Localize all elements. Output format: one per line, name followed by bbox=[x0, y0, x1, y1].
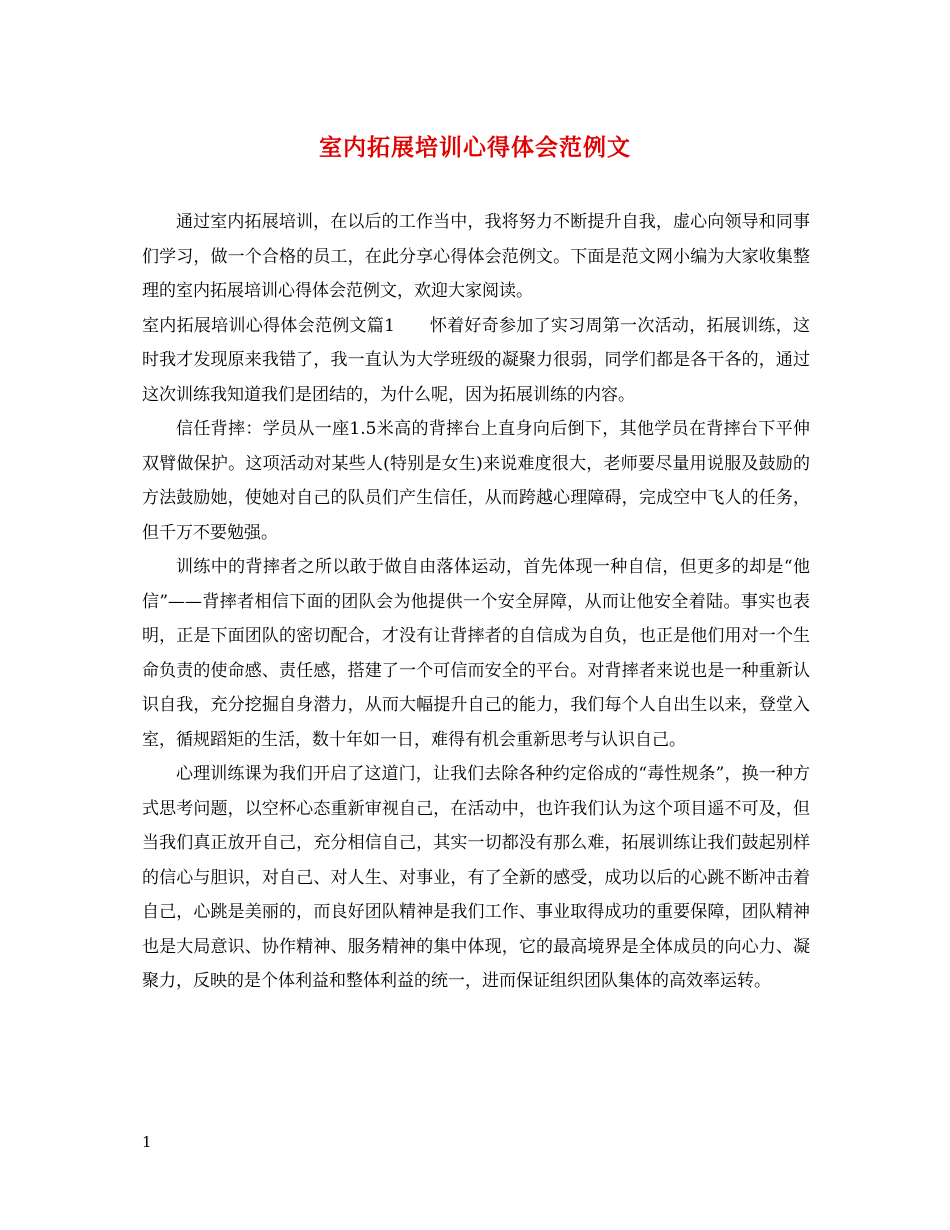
document-title: 室内拓展培训心得体会范例文 bbox=[319, 134, 631, 161]
paragraph-psychology-training: 心理训练课为我们开启了这道门，让我们去除各种约定俗成的“毒性规条”，换一种方式思考问题，以空杯心态重新审视自己，在活动中，也许我们认为这个项目遥不可及，但当我们真正放开自己，充分相信自己，其实一切都没有那么难，拓展训练让我们鼓起别样的信心与胆识，对自己、对人生、对事业，有了全新的感受，成功以后的心跳不断冲击着自己，心跳是美丽的，而良好团队精神是我们工作、事业取得成功的重要保障，团队精神也是大局意识、协作精神、服务精神的集中体现，它的最高境界是全体成员的向心力、凝聚力，反映的是个体利益和整体利益的统一，进而保证组织团队集体的高效率运转。 bbox=[142, 764, 810, 991]
paragraph-intro: 通过室内拓展培训，在以后的工作当中，我将努力不断提升自我，虚心向领导和同事们学习，做一个合格的员工，在此分享心得体会范例文。下面是范文网小编为大家收集整理的室内拓展培训心得体会范例文，欢迎大家阅读。 bbox=[142, 212, 810, 301]
document-body bbox=[142, 205, 810, 999]
paragraph-trust-reflection: 训练中的背摔者之所以敢于做自由落体运动，首先体现一种自信，但更多的却是“他信”——背摔者相信下面的团队会为他提供一个安全屏障，从而让他安全着陆。事实也表明，正是下面团队的密切配合，才没有让背摔者的自信成为自负，也正是他们用对一个生命负责的使命感、责任感，搭建了一个可信而安全的平台。对背摔者来说也是一种重新认识自我，充分挖掘自身潜力，从而大幅提升自己的能力，我们每个人自出生以来，登堂入室，循规蹈矩的生活，数十年如一日，难得有机会重新思考与认识自己。 bbox=[142, 557, 810, 750]
paragraph-trust-fall: 信任背摔：学员从一座1.5米高的背摔台上直身向后倒下，其他学员在背摔台下平伸双臂做保护。这项活动对某些人(特别是女生)来说难度很大，老师要尽量用说服及鼓励的方法鼓励她，使她对自己的队员们产生信任，从而跨越心理障碍，完成空中飞人的任务，但千万不要勉强。 bbox=[142, 419, 810, 543]
paragraph-article-1: 室内拓展培训心得体会范例文篇1 怀着好奇参加了实习周第一次活动，拓展训练，这时我才发现原来我错了，我一直认为大学班级的凝聚力很弱，同学们都是各干各的，通过这次训练我知道我们是团结的，为什么呢，因为拓展训练的内容。 bbox=[142, 315, 810, 405]
page-number: 1 bbox=[142, 1133, 152, 1151]
